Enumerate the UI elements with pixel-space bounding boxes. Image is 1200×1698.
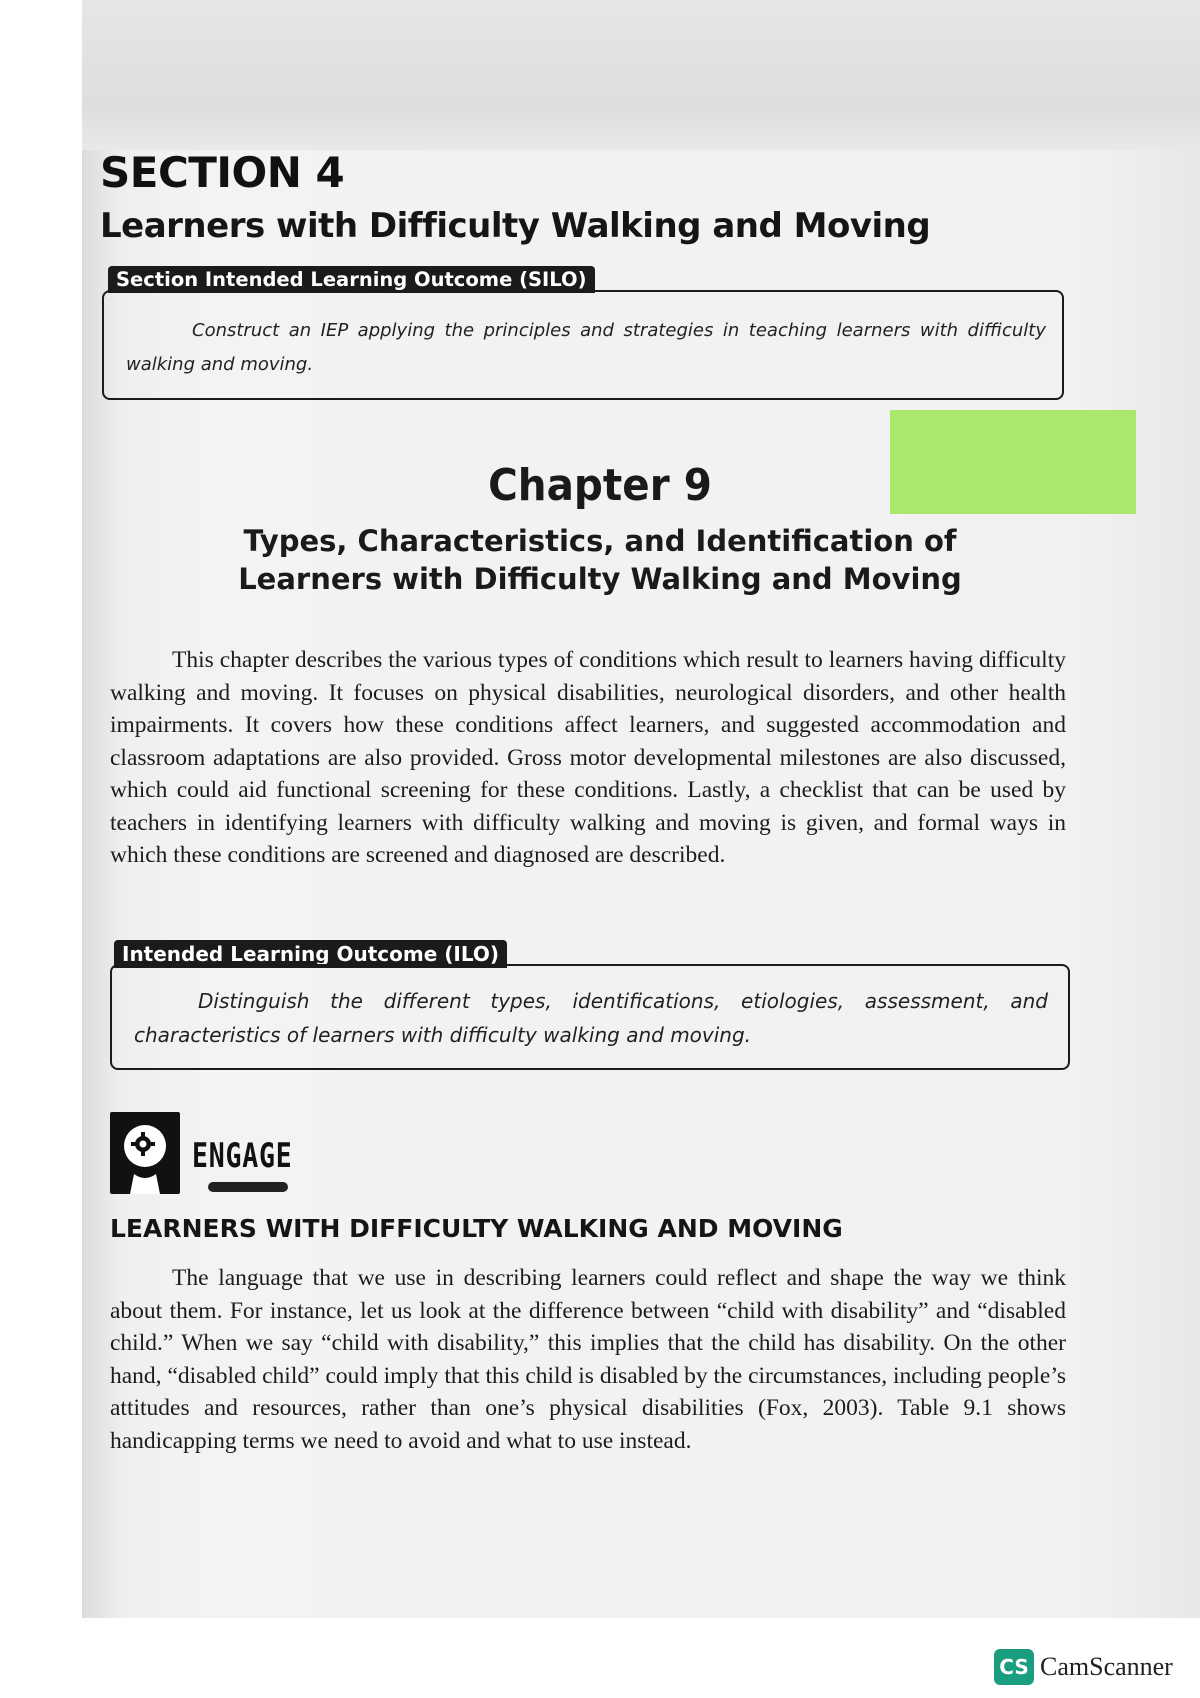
page-top-shadow bbox=[82, 0, 1200, 150]
engage-underline bbox=[208, 1182, 288, 1192]
engage-banner bbox=[110, 1112, 310, 1194]
ilo-text: Distinguish the different types, identifications, etiologies, assessment, and characteristics of learners with difficulty walking and moving. bbox=[134, 989, 1048, 1047]
head-gear-icon bbox=[110, 1112, 180, 1194]
intro-paragraph: This chapter describes the various types of conditions which result to learners having difficulty walking and moving. It focuses on physical disabilities, neurological disorders, and other health impairments. It covers how these conditions affect learners, and suggested accommodation and classroom adaptations are also provided. Gross motor developmental milestones are also discussed, which could aid functional screening for these conditions. Lastly, a checklist that can be used by teachers in identifying learners with difficulty walking and moving is given, and formal ways in which these conditions are screened and diagnosed are described. bbox=[110, 647, 1066, 868]
camscanner-logo: CS bbox=[994, 1649, 1034, 1685]
chapter-title-line-1: Types, Characteristics, and Identification of bbox=[243, 524, 957, 558]
silo-box bbox=[102, 290, 1064, 400]
camscanner-watermark bbox=[994, 1648, 1173, 1686]
ilo-label: Intended Learning Outcome (ILO) bbox=[114, 940, 507, 968]
section-title: Learners with Difficulty Walking and Moving bbox=[100, 206, 931, 246]
ilo-box bbox=[110, 964, 1070, 1070]
silo-text: Construct an IEP applying the principles and strategies in teaching learners with difficulty walking and moving. bbox=[126, 320, 1046, 375]
engage-label: ENGAGE bbox=[192, 1136, 293, 1176]
camscanner-text: CamScanner bbox=[1040, 1652, 1173, 1681]
silo-label: Section Intended Learning Outcome (SILO) bbox=[108, 266, 595, 293]
section-number: SECTION 4 bbox=[100, 148, 345, 197]
body-paragraph: The language that we use in describing learners could reflect and shape the way we think about them. For instance, let us look at the difference between “child with disability” and “disabled child.” When we say “child with disability,” this implies that the child has disability. On the other hand, “disabled child” could imply that this child is disabled by the circumstances, including people’s attitudes and resources, rather than one’s physical disabilities (Fox, 2003). Table 9.1 shows handicapping terms we need to avoid and what to use instead. bbox=[110, 1265, 1066, 1454]
section-subheading: LEARNERS WITH DIFFICULTY WALKING AND MOVING bbox=[110, 1214, 843, 1243]
chapter-number: Chapter 9 bbox=[488, 460, 712, 511]
chapter-title-line-2: Learners with Difficulty Walking and Moving bbox=[238, 562, 962, 596]
